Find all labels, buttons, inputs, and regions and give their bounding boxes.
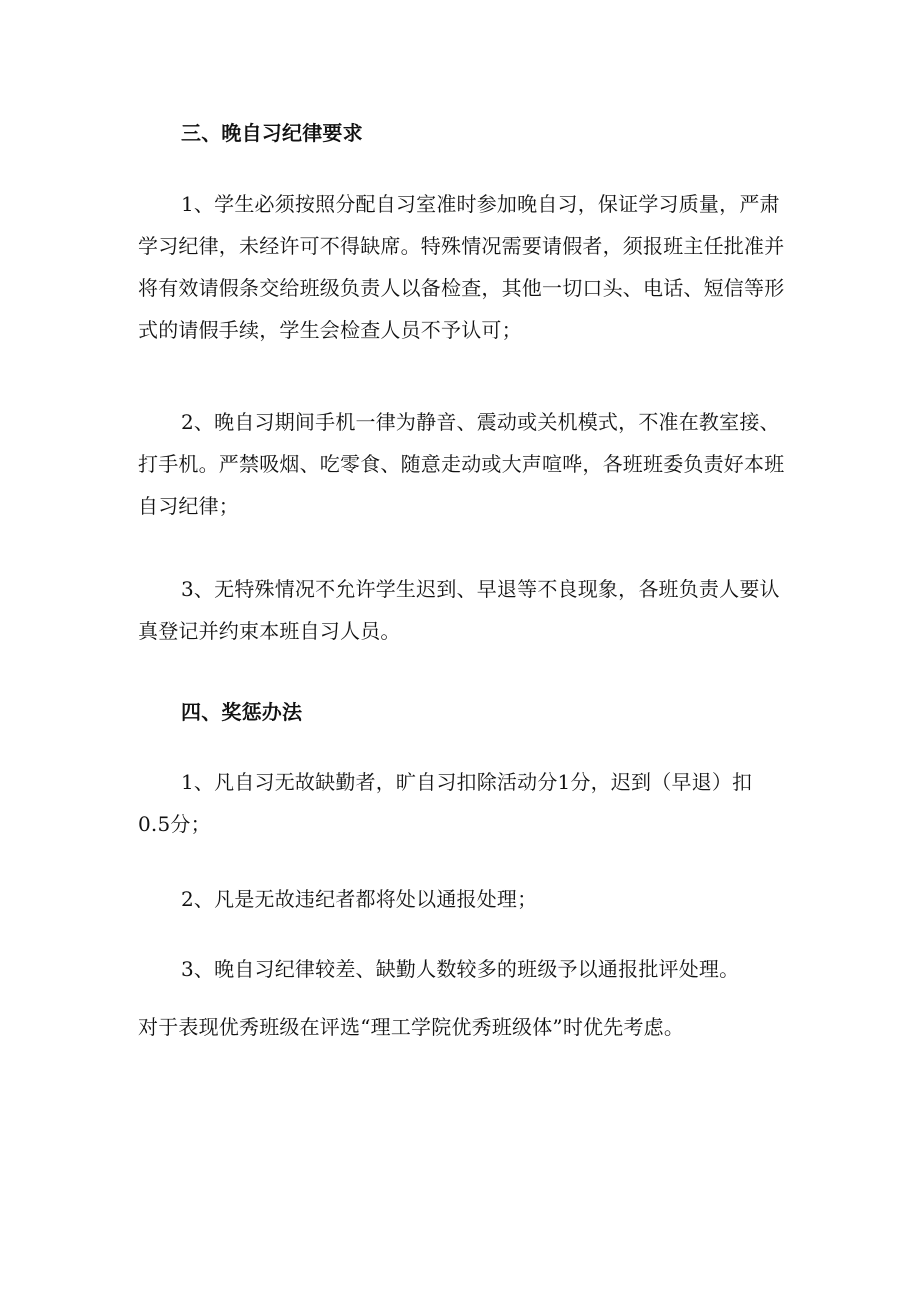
paragraph-line: 真登记并约束本班自习人员。: [138, 619, 401, 643]
paragraph-line: 1、凡自习无故缺勤者，旷自习扣除活动分1分，迟到（早退）扣: [181, 770, 753, 794]
paragraph-item: [138, 948, 788, 990]
paragraph-line: 2、凡是无故违纪者都将处以通报处理；: [181, 887, 538, 911]
paragraph-line: 1、学生必须按照分配自习室准时参加晚自习，保证学习质量，严肃: [181, 192, 780, 216]
section-heading: 三、晚自习纪律要求: [181, 121, 363, 145]
paragraph-line: 打手机。严禁吸烟、吃零食、随意走动或大声喧哗，各班班委负责好本班: [138, 452, 785, 476]
paragraph-line: 3、无特殊情况不允许学生迟到、早退等不良现象，各班负责人要认: [181, 577, 780, 601]
paragraph-item: [138, 761, 788, 845]
paragraph-item: [138, 568, 788, 652]
paragraph-line: 学习纪律，未经许可不得缺席。特殊情况需要请假者，须报班主任批准并: [138, 234, 785, 258]
paragraph-line: 3、晚自习纪律较差、缺勤人数较多的班级予以通报批评处理。: [181, 957, 740, 981]
paragraph-line: 0.5分；: [138, 812, 211, 836]
section-heading: 四、奖惩办法: [181, 700, 303, 724]
paragraph-line: 将有效请假条交给班级负责人以备检查，其他一切口头、电话、短信等形: [138, 276, 785, 300]
paragraph-line: 式的请假手续，学生会检查人员不予认可；: [138, 318, 522, 342]
paragraph-line: 自习纪律；: [138, 494, 239, 518]
paragraph-item: [138, 401, 788, 527]
paragraph-item: [138, 878, 788, 920]
paragraph-item: [138, 183, 788, 351]
closing-note: 对于表现优秀班级在评选“理工学院优秀班级体”时优先考虑。: [138, 1015, 685, 1039]
paragraph-line: 2、晚自习期间手机一律为静音、震动或关机模式，不准在教室接、: [181, 410, 780, 434]
